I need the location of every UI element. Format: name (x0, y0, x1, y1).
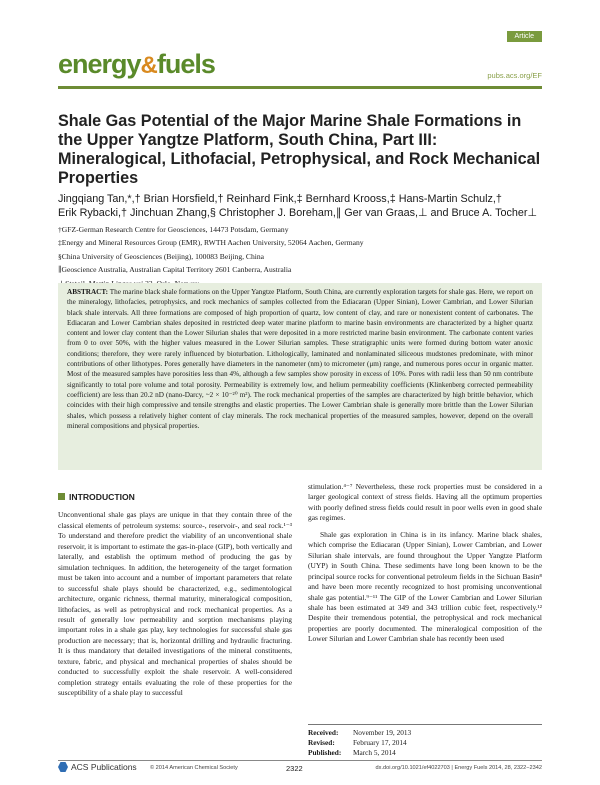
author-line-2: Erik Rybacki,† Jinchuan Zhang,§ Christopher J. Boreham,∥ Ger van Graas,⊥ and Bruce A. Tocher⊥ (58, 206, 537, 219)
page-number: 2322 (286, 764, 303, 773)
date-label: Published: (308, 748, 342, 757)
section-heading (58, 492, 292, 502)
date-value: March 5, 2014 (353, 748, 396, 757)
date-label: Revised: (308, 738, 335, 747)
author-list (58, 193, 542, 220)
body-column-left (58, 486, 292, 699)
affiliation-list (58, 223, 542, 290)
journal-url-link[interactable]: pubs.acs.org/EF (487, 71, 542, 80)
article-title: Shale Gas Potential of the Major Marine Shale Formations in the Upper Yangtze Platform, South China, Part III: Mineralogical, Lithofacial, Petrophysical, and Rock Mechanical Properties (58, 112, 541, 187)
footer-rule (58, 760, 542, 761)
affiliation-item: ‡Energy and Mineral Resources Group (EMR), RWTH Aachen University, 52064 Aachen, Germany (58, 238, 364, 248)
journal-logo[interactable] (58, 49, 215, 80)
journal-logo-part1: energy (58, 49, 141, 79)
affiliation-item: †GFZ-German Research Centre for Geosciences, 14473 Potsdam, Germany (58, 225, 289, 234)
abstract-label: ABSTRACT: (67, 288, 109, 296)
publisher-name: ACS Publications (71, 762, 137, 772)
date-received (308, 728, 542, 738)
acs-hexagon-icon (58, 762, 68, 772)
publication-dates (308, 724, 542, 758)
date-value: February 17, 2014 (353, 738, 407, 747)
journal-logo-amp: & (140, 52, 157, 79)
abstract-box (58, 283, 542, 470)
affiliation-item: ∥Geoscience Australia, Australian Capital Territory 2601 Canberra, Australia (58, 265, 292, 275)
intro-paragraph-3: Shale gas exploration in China is in its infancy. Marine black shales, which comprise the Ediacaran (Upper Sinian), Lower Cambrian, and Lower Silurian shale intervals, are found throughout the Upper Yangtze Platform (UYP) in South China. These sediments have long been known to be the principal source rocks for conventional petroleum fields in the Sichuan Basin⁸ and have been more recently recognized to host promising unconventional shale gas potential.⁹⁻¹¹ The GIP of the Lower Cambrian and Lower Silurian shale has been estimated at 349 and 343 trillion cubic feet, respectively.¹² Despite their tremendous potential, the petrophysical and rock mechanical properties are poorly documented. The mineralogical composition of the Lower Silurian and Lower Cambrian shale has recently been used (308, 529, 542, 644)
date-revised (308, 738, 542, 748)
copyright-notice: © 2014 American Chemical Society (150, 765, 238, 771)
header-rule (58, 86, 542, 89)
date-published (308, 748, 542, 758)
affiliation-item: §China University of Geosciences (Beijing), 100083 Beijing, China (58, 251, 265, 261)
journal-logo-part2: fuels (156, 49, 215, 79)
section-square-icon (58, 493, 65, 500)
section-heading-text: INTRODUCTION (69, 492, 135, 502)
date-value: November 19, 2013 (353, 728, 412, 737)
abstract-paragraph (67, 287, 533, 431)
intro-paragraph-1: Unconventional shale gas plays are unique in that they contain three of the classical elements of petroleum systems: source-, reservoir-, and seal rock.¹⁻³ To understand and therefore predict the viability of an unconventional shale reservoir, it is important to estimate the gas-in-place (GIP), both vertically and laterally, and establish the optimum method of producing the gas by simulation techniques. In addition, the heterogeneity of the target formation must be taken into account and a number of important parameters that relate to successful shale plays should be characterized, e.g., sedimentological architecture, organic richness, thermal maturity, mineralogical composition, lithofacies, as well as petrophysical and rock mechanical properties. As a result of generally low permeability and sorption mechanisms playing important roles in a shale gas play, key technologies for successful shale gas production are necessary; that is, horizontal drilling and hydraulic fracturing. It is thus mandatory that detailed investigations of the mineral constituents, texture, fabric, and physical and mechanical properties of shales should be conducted to successfully exploit the shale reservoir. A well-considered completion strategy entails evaluating the role of these properties for the susceptibility of a shale play to successful (58, 510, 292, 698)
abstract-text: The marine black shale formations on the Upper Yangtze Platform, South China, are currently exploration targets for shale gas. Here, we report on the mineralogy, lithofacies, petrophysics, and rock mechanics of samples collected from the Ediacaran (Upper Sinian), Lower Cambrian, and Lower Silurian black shale intervals. All three formations are composed of high proportion of quartz, low content of clay, and rare or nonexistent content of carbonates. The Ediacaran and Lower Cambrian shales deposited in restricted deep water marine platform to marine basin environments are characterized by a higher quartz content and lower clay content than the Lower Silurian shales that were deposited in a more restricted marine basin environment. The carbonate content varies from 0 to over 50%, with the higher values measured in the Lower Silurian samples. These stratigraphic units were formed during bottom water anoxic conditions; therefore, they were rarely influenced by bioturbation. Lithologically, laminated and nonlaminated siliceous mudstones predominate, with minor contributions of other lithotypes. Pores generally have diameters in the nanometer (nm) to micrometer (μm) range, and numerous pores occur in organic matter. Most of the measured samples have porosities less than 4%, although a few samples show porosity in excess of 10%. Pores with radii less than 50 nm contribute significantly to total pore volume and total porosity. Permeability is extremely low, and helium permeability coefficients (Klinkenberg corrected permeability coefficient) are less than 20.2 nD (nano-Darcy, ~2 × 10⁻²⁰ m²). The rock mechanical properties of the samples are characterized by high brittle behavior, which coincides with their high compressive and tensile strengths and elastic properties. The Lower Cambrian shale is generally more brittle than the Lower Silurian shales, which possess a relatively higher content of clay minerals. The rock mechanical properties of the measured samples, however, depend on the overall mineral compositions and physical properties. (67, 288, 533, 430)
date-label: Received: (308, 728, 339, 737)
article-type-badge: Article (507, 31, 542, 42)
publisher-logo[interactable] (58, 762, 137, 772)
doi-link[interactable]: dx.doi.org/10.1021/ef4022703 | Energy Fuels 2014, 28, 2322−2342 (375, 765, 542, 771)
author-line-1: Jingqiang Tan,*,† Brian Horsfield,† Reinhard Fink,‡ Bernhard Krooss,‡ Hans-Martin Schulz,† (58, 193, 502, 205)
intro-paragraph-2: stimulation.⁴⁻⁷ Nevertheless, these rock properties must be considered in a larger geological context of stress fields. Having all the optimum properties with poorly defined stress fields could result in poor wells even in good shale gas regimes. (308, 482, 542, 523)
body-column-right (308, 482, 542, 645)
